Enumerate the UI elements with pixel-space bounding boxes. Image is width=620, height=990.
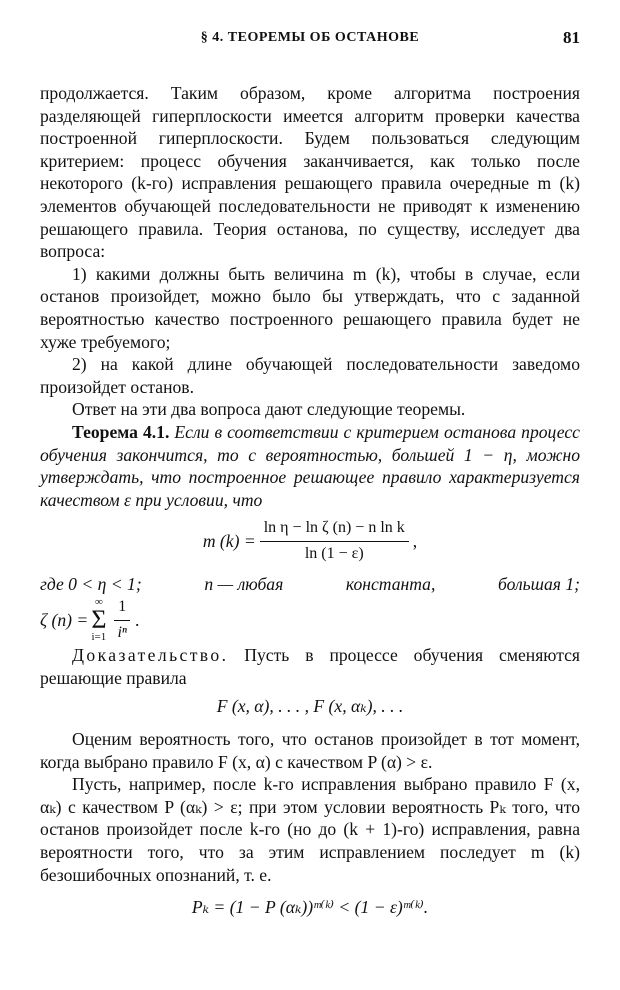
formula-m-k-denominator: ln (1 − ε): [304, 544, 364, 562]
formula-zeta: [40, 596, 139, 644]
formula-zeta-fraction: [113, 596, 130, 644]
proof-text: Пусть в процессе обучения сменяются решающие правила: [40, 645, 581, 688]
question-1: 1) какими должны быть величина m (k), чтобы в случае, если останов произойдет, можно было бы утверждать, что с заданной вероятностью качество построенного решающего правила будет не хуже требуемого;: [40, 263, 580, 352]
formula-m-k-lhs: m (k) =: [202, 531, 256, 552]
page-body: [40, 82, 580, 919]
paragraph-criterion: продолжается. Таким образом, кроме алгоритма построения разделяющей гиперплоскости имеется алгоритм проверки качества построенной гиперплоскости. Будем пользоваться следующим критерием: процесс обучения заканчивается, как только после некоторого (k-го) исправления решающего правила очередные m (k) элементов обучающей последовательности не приводят к изменению решающего правила. Теория останова, по существу, исследует два вопроса:: [40, 83, 580, 262]
summation-lower: i=1: [91, 631, 107, 644]
page-number: 81: [563, 28, 580, 47]
theorem-text: Если в соответствии с критерием останова процесс обучения закончится, то с вероятностью, большей 1 − η, можно утверждать, что построенное решающее правило характеризуется качеством ε при условии, что: [40, 421, 580, 510]
condition-const: константа,: [345, 574, 436, 595]
formula-rules-sequence: F (x, α), . . . , F (x, αₖ), . . .: [216, 696, 404, 717]
summation-upper: ∞: [94, 596, 103, 609]
paragraph-p-k: Пусть, например, после k-го исправления выбрано правило F (x, αₖ) с качеством P (αₖ) > ε; при этом условии вероятность Pₖ того, что останов произойдет после k-го (но до (k + 1)-го) исправления, равна вероятности того, что за этим исправлением последует m (k) безошибочных опознаний, т. е.: [40, 774, 580, 885]
proof-paragraph: [40, 644, 580, 689]
condition-line: [40, 573, 580, 596]
formula-p-k: Pₖ = (1 − P (αₖ))ᵐ⁽ᵏ⁾ < (1 − ε)ᵐ⁽ᵏ⁾.: [191, 897, 429, 918]
condition-greater: большая 1;: [498, 574, 580, 595]
proof-label: Доказательство.: [72, 645, 229, 666]
paragraph-estimate: Оценим вероятность того, что останов произойдет в тот момент, когда выбрано правило F (x, α) с качеством P (α) > ε.: [40, 729, 580, 772]
condition-eta: где 0 < η < 1;: [40, 574, 142, 595]
page-header: [40, 30, 580, 56]
theorem-4-1: [40, 421, 580, 511]
formula-m-k-fraction: [260, 517, 409, 565]
summation-symbol: Σ: [91, 605, 107, 635]
formula-m-k-tail: ,: [412, 531, 418, 552]
formula-m-k-numerator: ln η − ln ζ (n) − n ln k: [260, 517, 409, 542]
running-head: § 4. ТЕОРЕМЫ ОБ ОСТАНОВЕ: [200, 30, 420, 45]
summation-sign: [91, 597, 106, 643]
formula-m-k: [40, 517, 580, 565]
formula-zeta-lhs: ζ (n) =: [40, 609, 89, 630]
formula-zeta-tail: .: [134, 609, 140, 630]
question-2: 2) на какой длине обучающей последовательности заведомо произойдет останов.: [40, 354, 580, 397]
condition-n: n — любая: [204, 574, 284, 595]
theorem-label: Теорема 4.1.: [72, 421, 170, 442]
formula-zeta-numerator: 1: [114, 596, 130, 621]
answer-line: Ответ на эти два вопроса дают следующие теоремы.: [72, 399, 466, 420]
formula-zeta-denominator: iⁿ: [117, 623, 127, 641]
